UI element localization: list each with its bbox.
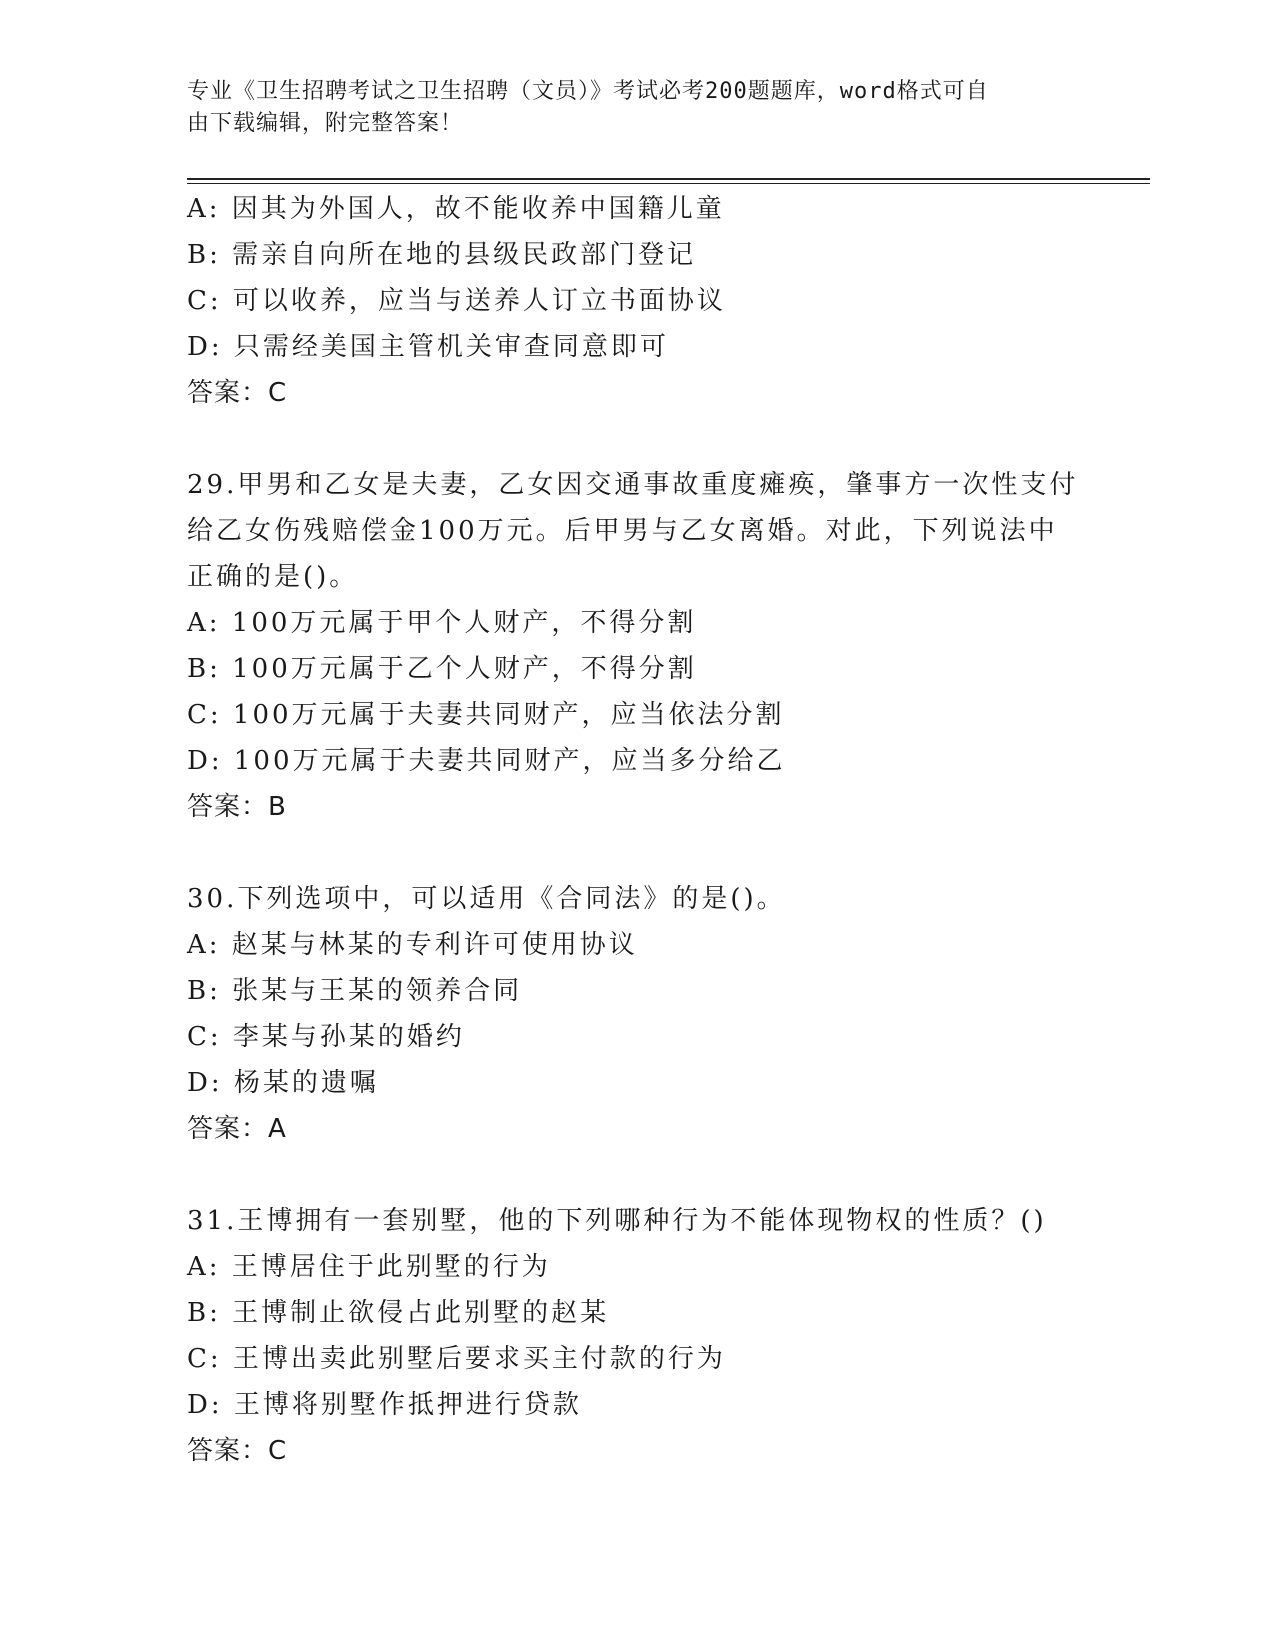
header-divider-thin	[187, 183, 1150, 184]
question-list	[187, 186, 1087, 1474]
option-a: A: 赵某与林某的专利许可使用协议	[187, 930, 638, 960]
option-c: C: 王博出卖此别墅后要求买主付款的行为	[187, 1344, 726, 1374]
option-c: C: 李某与孙某的婚约	[187, 1022, 465, 1052]
option-c: C: 可以收养，应当与送养人订立书面协议	[187, 286, 726, 316]
option-b: B: 100万元属于乙个人财产，不得分割	[187, 654, 697, 684]
option-a: A: 因其为外国人，故不能收养中国籍儿童	[187, 194, 725, 224]
answer-line: 答案：C	[187, 378, 288, 408]
question-stem: 30.下列选项中，可以适用《合同法》的是()。	[187, 884, 786, 914]
option-d: D: 杨某的遗嘱	[187, 1068, 379, 1098]
option-d: D: 王博将别墅作抵押进行贷款	[187, 1390, 582, 1420]
answer-line: 答案：A	[187, 1114, 287, 1144]
option-b: B: 需亲自向所在地的县级民政部门登记	[187, 240, 697, 270]
question-block-29	[187, 462, 1087, 830]
question-stem: 31.王博拥有一套别墅，他的下列哪种行为不能体现物权的性质？()	[187, 1206, 1047, 1236]
option-a: A: 王博居住于此别墅的行为	[187, 1252, 551, 1282]
question-block-31	[187, 1198, 1087, 1474]
question-stem-line-3: 正确的是()。	[187, 562, 359, 592]
header-divider-thick	[187, 178, 1150, 180]
question-block-prev	[187, 186, 1087, 416]
option-b: B: 张某与王某的领养合同	[187, 976, 523, 1006]
option-d: D: 只需经美国主管机关审查同意即可	[187, 332, 669, 362]
answer-line: 答案：C	[187, 1436, 288, 1466]
question-block-30	[187, 876, 1087, 1152]
document-header	[187, 76, 1067, 140]
header-line-2: 由下载编辑，附完整答案！	[187, 111, 464, 136]
header-line-1: 专业《卫生招聘考试之卫生招聘（文员）》考试必考200题题库，word格式可自	[187, 79, 989, 104]
option-a: A: 100万元属于甲个人财产，不得分割	[187, 608, 697, 638]
question-stem-line-2: 给乙女伤残赔偿金100万元。后甲男与乙女离婚。对此，下列说法中	[187, 516, 1058, 546]
answer-line: 答案：B	[187, 792, 287, 822]
question-stem-line-1: 29.甲男和乙女是夫妻，乙女因交通事故重度瘫痪，肇事方一次性支付	[187, 470, 1079, 500]
option-c: C: 100万元属于夫妻共同财产，应当依法分割	[187, 700, 785, 730]
option-b: B: 王博制止欲侵占此别墅的赵某	[187, 1298, 610, 1328]
option-d: D: 100万元属于夫妻共同财产，应当多分给乙	[187, 746, 786, 776]
